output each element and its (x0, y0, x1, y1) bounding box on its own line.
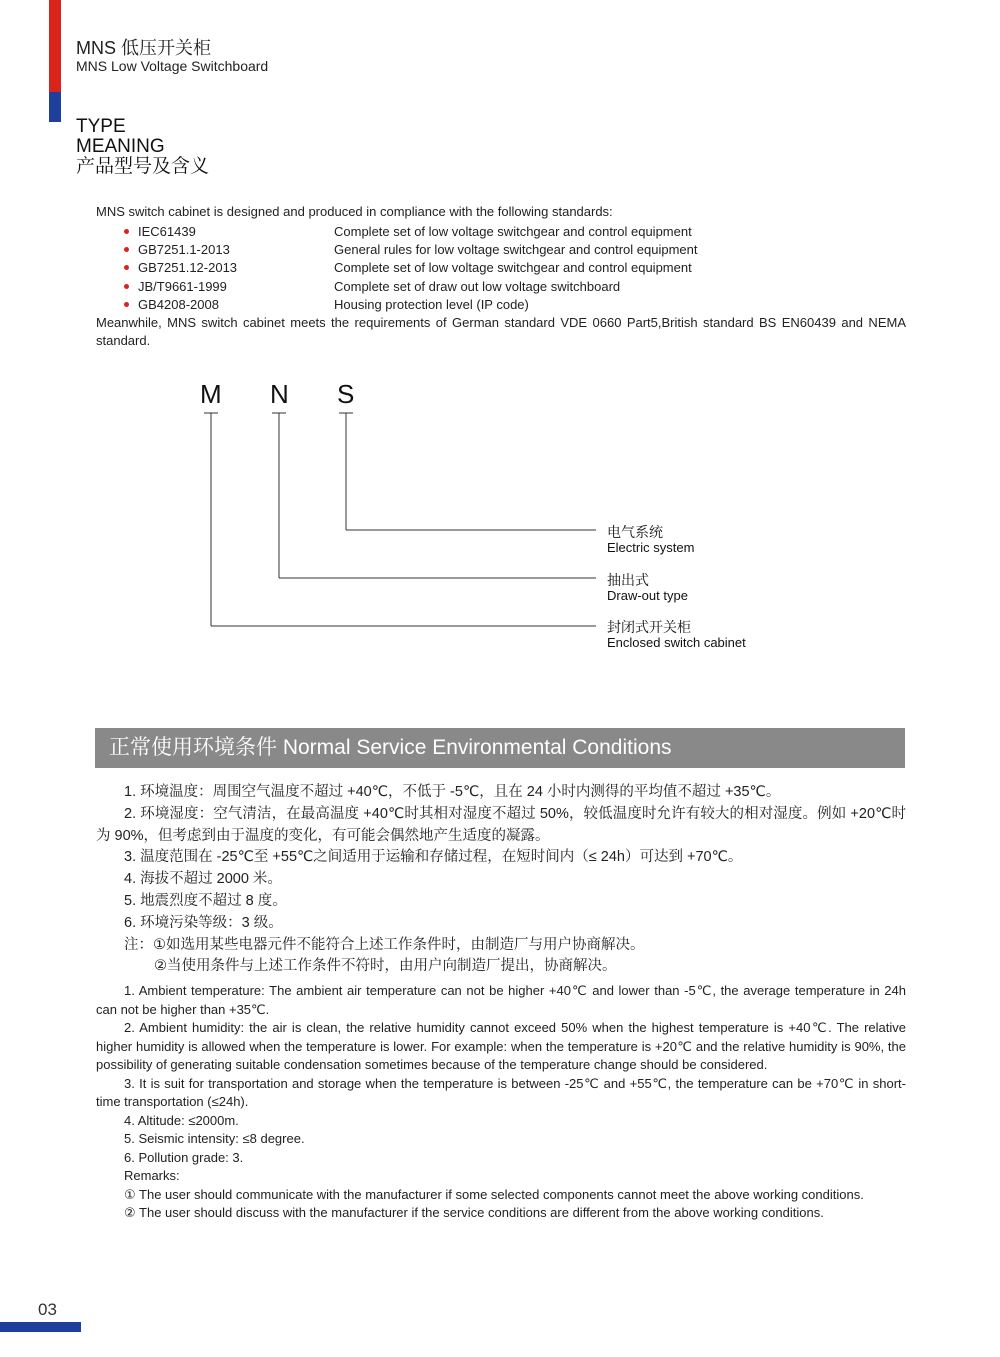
footer-accent-bar (0, 1322, 81, 1332)
condition-cn-note: ②当使用条件与上述工作条件不符时，由用户向制造厂提出，协商解决。 (154, 958, 617, 975)
standard-desc: General rules for low voltage switchgear and control equipment (334, 242, 698, 258)
standard-code: IEC61439 (138, 223, 196, 239)
standard-code: GB7251.1-2013 (138, 242, 230, 258)
diagram-label-draw-out-cn: 抽出式 (607, 572, 649, 588)
remarks-heading: Remarks: (124, 1168, 180, 1183)
header-title-cn: MNS 低压开关柜 (76, 38, 211, 58)
condition-cn-note: 注：①如选用某些电器元件不能符合上述工作条件时，由制造厂与用户协商解决。 (124, 936, 645, 953)
type-title-line1: TYPE (76, 116, 126, 137)
standard-code: JB/T9661-1999 (138, 278, 227, 294)
header-title-en: MNS Low Voltage Switchboard (76, 58, 269, 74)
condition-en-line: 6. Pollution grade: 3. (124, 1149, 244, 1165)
standard-desc: Housing protection level (IP code) (334, 297, 529, 313)
type-title-line2: MEANING (76, 136, 165, 157)
conditions-section-title: 正常使用环境条件 Normal Service Environmental Conditions (95, 728, 905, 768)
standard-desc: Complete set of low voltage switchgear and control equipment (334, 223, 692, 239)
remark-item: ② The user should discuss with the manufacturer if the service conditions are different from the above working conditions. (124, 1205, 824, 1220)
condition-cn-line: 6. 环境污染等级：3 级。 (124, 914, 283, 931)
diagram-letter-s: S (337, 379, 355, 409)
standard-desc: Complete set of low voltage switchgear and control equipment (334, 260, 692, 276)
condition-en-line: 1. Ambient temperature: The ambient air temperature can not be higher +40℃ and lower than -5℃, the average temperature in 24h can not be higher than +35℃. (96, 983, 906, 1017)
standard-code: GB4208-2008 (138, 297, 219, 313)
condition-cn-line: 5. 地震烈度不超过 8 度。 (124, 892, 287, 909)
type-title-cn: 产品型号及含义 (76, 156, 210, 177)
diagram-label-enclosed-cn: 封闭式开关柜 (607, 619, 691, 635)
condition-cn-line: 2. 环境湿度：空气清洁，在最高温度 +40℃时其相对湿度不超过 50%，较低温度时允许有较大的相对湿度。例如 +20℃时为 90%，但考虑到由于温度的变化，有可能会偶然地产生适度的凝露。 (96, 805, 906, 844)
conditions-en-list (96, 982, 906, 1223)
standard-code: GB7251.12-2013 (138, 260, 238, 276)
diagram-label-enclosed-en: Enclosed switch cabinet (607, 635, 746, 650)
condition-en-line: 5. Seismic intensity: ≤8 degree. (124, 1131, 305, 1146)
standards-intro: MNS switch cabinet is designed and produced in compliance with the following standards: (96, 204, 613, 219)
standard-desc: Complete set of draw out low voltage switchboard (334, 278, 621, 294)
conditions-cn-list (96, 782, 906, 978)
condition-cn-line: 3. 温度范围在 -25℃至 +55℃之间适用于运输和存储过程，在短时间内（≤ 24h）可达到 +70℃。 (124, 849, 743, 866)
diagram-letter-n: N (270, 379, 289, 409)
condition-en-line: 3. It is suit for transportation and storage when the temperature is between -25℃ and +55℃, the temperature can be +70℃ in short-time transportation (≤24h). (96, 1075, 906, 1109)
diagram-label-electric-system-en: Electric system (607, 540, 695, 555)
condition-cn-line: 4. 海拔不超过 2000 米。 (124, 871, 282, 888)
diagram-label-draw-out-en: Draw-out type (607, 588, 688, 603)
diagram-label-electric-system-cn: 电气系统 (607, 524, 663, 540)
condition-cn-line: 1. 环境温度：周围空气温度不超过 +40℃，不低于 -5℃，且在 24 小时内测得的平均值不超过 +35℃。 (124, 784, 781, 800)
diagram-letter-m: M (200, 379, 222, 409)
page-number: 03 (38, 1300, 57, 1319)
condition-en-line: 2. Ambient humidity: the air is clean, the relative humidity cannot exceed 50% when the highest temperature is +40℃. The relative higher humidity is allowed when the temperature is lower. For example: when the temperature is +20℃ and the relative humidity is 90%, the possibility of generating suitable condensation sometimes because of the temperature change should be considered. (96, 1020, 906, 1072)
condition-en-line: 4. Altitude: ≤2000m. (124, 1112, 239, 1128)
standards-meanwhile-paragraph: Meanwhile, MNS switch cabinet meets the requirements of German standard VDE 0660 Part5,British standard BS EN60439 and NEMA standard. (96, 315, 906, 349)
remark-item: ① The user should communicate with the manufacturer if some selected components cannot meet the above working conditions. (124, 1186, 864, 1202)
